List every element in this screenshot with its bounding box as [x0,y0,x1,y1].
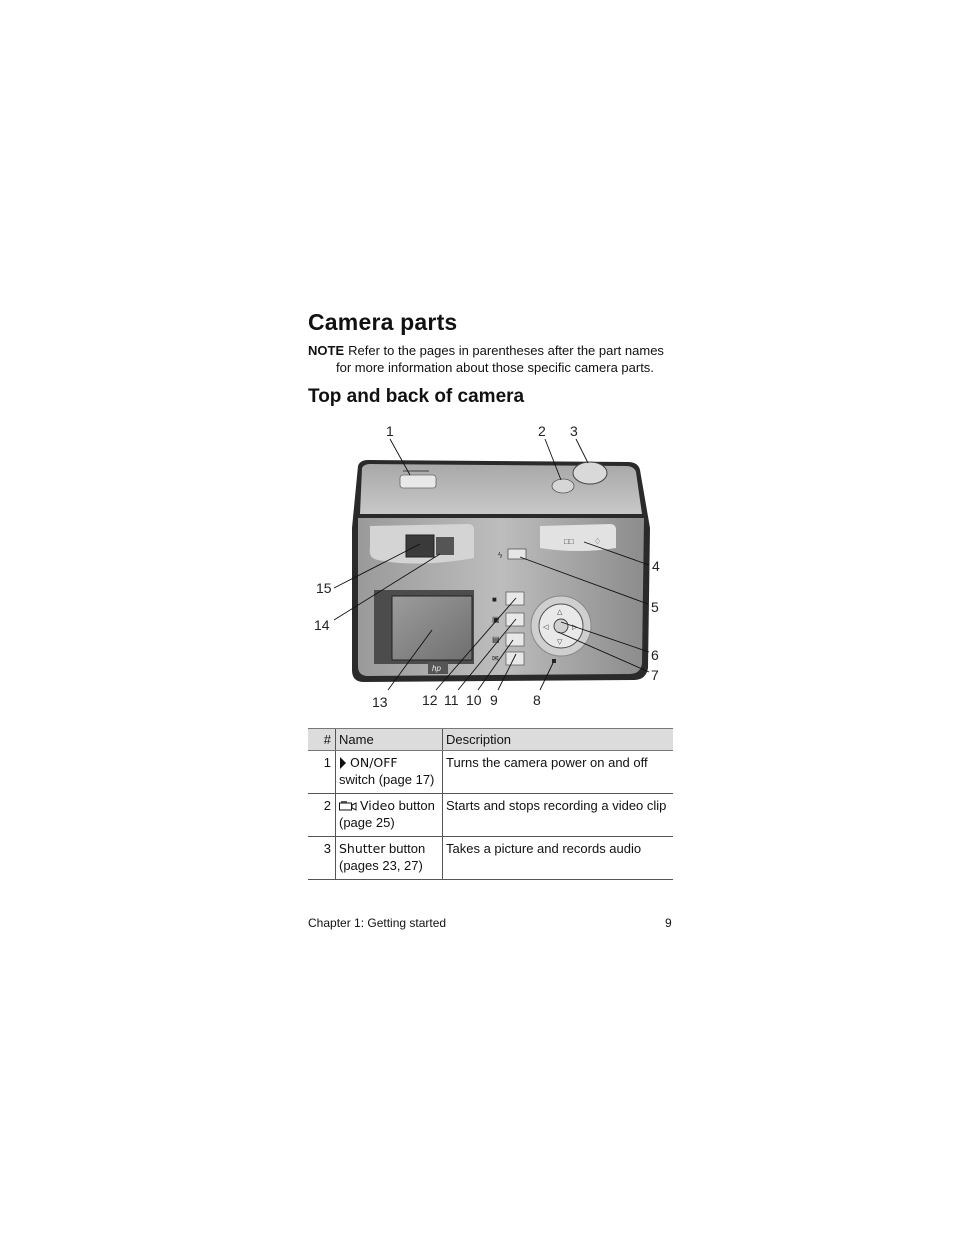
video-label: Video [360,798,396,813]
section-title: Top and back of camera [308,386,525,407]
image-display [392,596,472,660]
row-name [336,837,443,880]
email-icon: ✉ [492,654,499,663]
note-line-2: for more information about those specific camera parts. [336,360,654,375]
callout-8: 8 [533,692,541,708]
camera-illustration [308,418,678,718]
hp-logo: hp [432,664,441,673]
share-button [506,633,524,646]
row-number: 3 [308,837,336,880]
row-name-page: (page 25) [339,815,395,830]
video-button [552,479,574,493]
callout-2: 2 [538,423,546,439]
header-number: # [308,729,336,751]
microphone [552,659,556,663]
leader-3 [576,439,588,463]
row-number: 2 [308,794,336,837]
callout-9: 9 [490,692,498,708]
table-header-row [308,729,673,751]
on-off-switch [400,475,436,488]
flash-icon: ϟ [498,551,503,560]
row-name [336,751,443,794]
shutter-button [573,462,607,484]
note [308,342,678,376]
page-number: 9 [665,916,672,930]
callout-3: 3 [570,423,578,439]
camera-diagram [308,418,678,718]
callout-6: 6 [651,647,659,663]
row-description: Takes a picture and records audio [443,837,674,880]
parts-table [308,728,673,880]
callout-14: 14 [314,617,330,633]
row-name-page: (pages 23, 27) [339,858,423,873]
email-button [506,652,524,665]
callout-7: 7 [651,667,659,683]
share-icon: ▤ [492,635,500,644]
zoom-in-icon: ♢ [594,537,602,546]
table-row [308,794,673,837]
callout-11: 11 [444,692,459,708]
camera-icon: ■ [492,595,497,604]
left-arrow-icon: ◁ [543,624,549,631]
row-number: 1 [308,751,336,794]
down-arrow-icon: ▽ [557,639,563,646]
video-camera-icon [339,801,357,812]
row-name-rest: button [398,798,435,813]
viewfinder-leds [436,537,454,555]
on-off-label: ON/OFF [350,755,398,770]
ok-button [554,619,568,633]
callout-13: 13 [372,694,388,710]
zoom-out-icon: □□ [564,537,574,546]
page-title: Camera parts [308,309,458,335]
power-switch-icon [339,757,347,769]
callout-10: 10 [466,692,482,708]
table-row [308,751,673,794]
callout-5: 5 [651,599,659,615]
shutter-label: Shutter [339,841,386,856]
right-arrow-icon: ▷ [572,624,578,631]
note-line-1: Refer to the pages in parentheses after the part names [348,343,664,358]
flash-button [508,549,526,559]
table-row [308,837,673,880]
callout-12: 12 [422,692,438,708]
playback-button [506,613,524,626]
row-description: Starts and stops recording a video clip [443,794,674,837]
row-description: Turns the camera power on and off [443,751,674,794]
row-name-rest: switch (page 17) [339,772,435,787]
zoom-lever-area [540,524,616,551]
note-label: NOTE [308,343,345,358]
header-name: Name [336,729,443,751]
viewfinder [406,535,434,557]
up-arrow-icon: △ [557,609,563,616]
playback-icon: ▣ [492,615,500,624]
callout-4: 4 [652,558,660,574]
callout-15: 15 [316,580,332,596]
row-name [336,794,443,837]
row-name-rest: button [389,841,426,856]
callout-1: 1 [386,423,394,439]
header-description: Description [443,729,674,751]
footer-chapter: Chapter 1: Getting started [308,916,447,930]
